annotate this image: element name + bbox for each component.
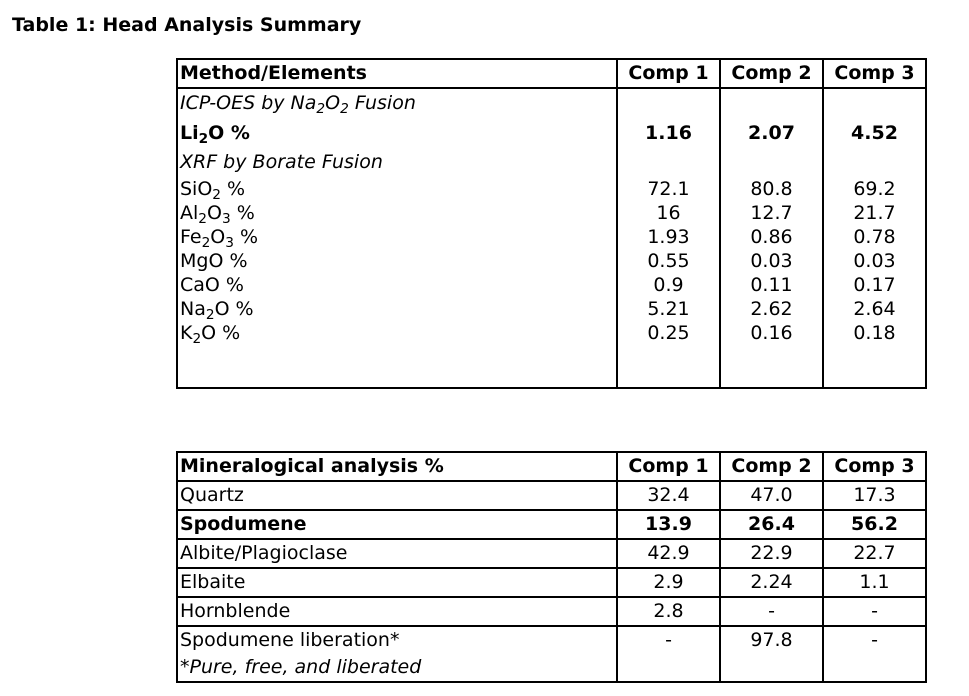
cell-value: 22.7	[823, 539, 926, 568]
row-label-fe2o3: $Fe_2O_3$ %	[180, 226, 259, 252]
page-title: Table 1: Head Analysis Summary	[12, 14, 362, 36]
cell-value: 17.3	[823, 481, 926, 510]
row-label: Spodumene	[177, 510, 617, 539]
section-xrf: XRF by Borate Fusion	[180, 151, 383, 173]
cell-value: 0.11	[750, 274, 793, 296]
table-row	[177, 510, 926, 539]
cell-value: 80.8	[750, 178, 793, 200]
table-row	[177, 539, 926, 568]
cell-value: 26.4	[720, 510, 823, 539]
header-comp-3: Comp 3	[823, 59, 926, 88]
cell-value: 0.9	[653, 274, 684, 296]
label-column	[177, 88, 617, 388]
cell-li2o-comp3: 4.52	[851, 122, 898, 144]
cell-value: 56.2	[823, 510, 926, 539]
row-label-text: Spodumene liberation*	[180, 629, 400, 651]
cell-li2o-comp2: 2.07	[748, 122, 795, 144]
cell-value: 2.8	[617, 597, 720, 626]
cell-value: 2.9	[617, 568, 720, 597]
cell-value: -	[823, 597, 926, 626]
row-label	[177, 626, 617, 682]
table-header-row	[177, 59, 926, 88]
cell-value: 13.9	[617, 510, 720, 539]
section-icp-oes: ICP-OES by $Na_2O_2$ Fusion	[180, 92, 416, 118]
row-label-mgo: MgO %	[180, 250, 248, 272]
cell-value: 0.17	[853, 274, 896, 296]
cell-li2o-comp1: 1.16	[645, 122, 692, 144]
table-row	[177, 481, 926, 510]
cell-value: 2.24	[720, 568, 823, 597]
header-comp-2: Comp 2	[720, 59, 823, 88]
table-header-row	[177, 452, 926, 481]
cell-value: 0.86	[750, 226, 793, 248]
header-comp-2: Comp 2	[720, 452, 823, 481]
comp-1-column	[617, 88, 720, 388]
footnote: *Pure, free, and liberated	[180, 656, 422, 678]
row-label: Albite/Plagioclase	[177, 539, 617, 568]
cell-value: 12.7	[750, 202, 793, 224]
cell-value: 0.03	[750, 250, 793, 272]
row-label-na2o: $Na_2O$ %	[180, 298, 254, 324]
cell-value: -	[720, 597, 823, 626]
row-label-k2o: $K_2O$ %	[180, 322, 241, 348]
cell-value: 42.9	[617, 539, 720, 568]
table-row	[177, 626, 926, 682]
cell-value: 16	[656, 202, 681, 224]
comp-2-column	[720, 88, 823, 388]
cell-value: 2.64	[853, 298, 896, 320]
head-analysis-table	[176, 58, 927, 389]
row-label-li2o: $Li_2O$ %	[180, 122, 250, 148]
comp-3-column	[823, 88, 926, 388]
header-method-elements: Method/Elements	[177, 59, 617, 88]
header-comp-1: Comp 1	[617, 452, 720, 481]
header-comp-1: Comp 1	[617, 59, 720, 88]
cell-value: 1.1	[823, 568, 926, 597]
row-label-sio2: SiO$_2$ %	[180, 178, 246, 204]
row-label-cao: CaO %	[180, 274, 244, 296]
header-mineralogical: Mineralogical analysis %	[177, 452, 617, 481]
cell-value: 2.62	[750, 298, 793, 320]
cell-value: 21.7	[853, 202, 896, 224]
header-comp-3: Comp 3	[823, 452, 926, 481]
row-label-al2o3: $Al_2O_3$ %	[180, 202, 255, 228]
cell-value: 97.8	[720, 626, 823, 682]
row-label: Quartz	[177, 481, 617, 510]
cell-value: 47.0	[720, 481, 823, 510]
row-label: Hornblende	[177, 597, 617, 626]
cell-value: 0.55	[647, 250, 690, 272]
cell-value: -	[823, 626, 926, 682]
table-body-row	[177, 88, 926, 388]
cell-value: 72.1	[647, 178, 690, 200]
cell-value: 32.4	[617, 481, 720, 510]
mineralogical-analysis-table	[176, 451, 927, 683]
cell-value: 0.16	[750, 322, 793, 344]
cell-value: 0.18	[853, 322, 896, 344]
cell-value: 1.93	[647, 226, 690, 248]
table-row	[177, 568, 926, 597]
table-row	[177, 597, 926, 626]
row-label: Elbaite	[177, 568, 617, 597]
cell-value: 0.78	[853, 226, 896, 248]
cell-value: 0.25	[647, 322, 690, 344]
cell-value: 0.03	[853, 250, 896, 272]
cell-value: 69.2	[853, 178, 896, 200]
cell-value: 22.9	[720, 539, 823, 568]
cell-value: 5.21	[647, 298, 690, 320]
cell-value: -	[617, 626, 720, 682]
